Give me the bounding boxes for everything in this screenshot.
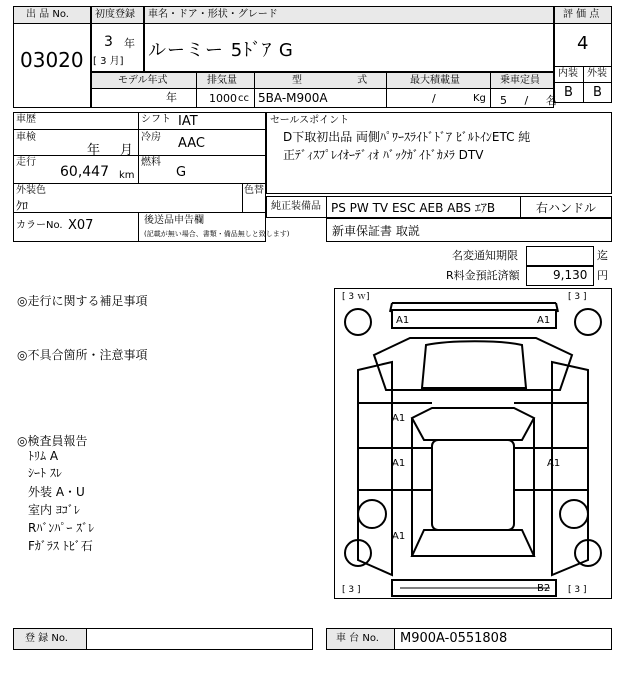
type-label: 型 式 [292, 75, 394, 86]
type-code: 5BA-M900A [258, 91, 328, 105]
name-change-label: 名変通知期限 [452, 249, 518, 262]
name-change-unit: 迄 [597, 249, 608, 262]
sales-label: セールスポイント [270, 115, 350, 126]
damage-mark: A1 [392, 531, 406, 542]
capacity-value: 5 / 名 [500, 94, 557, 107]
chassis-label: 車 台 No. [336, 633, 379, 644]
driving-notes-label: ◎走行に関する補足事項 [17, 294, 148, 308]
capacity-label: 乗車定員 [500, 75, 540, 86]
year-unit: 年 [124, 37, 135, 50]
fuel-value: G [176, 165, 187, 180]
interior-grade: B [564, 85, 573, 100]
score-label: 評 価 点 [563, 9, 600, 20]
first-reg-label: 初度登録 [95, 9, 135, 20]
shift-value: IAT [178, 114, 198, 129]
ac-label: 冷房 [141, 132, 161, 143]
sales-line-2: 正ﾃﾞｨｽﾌﾟﾚｲｵｰﾃﾞｨｵ ﾊﾞｯｸｶﾞｲﾄﾞｶﾒﾗ DTV [283, 148, 484, 162]
inspector-item: Fｶﾞﾗｽ ﾄﾋﾞ石 [28, 539, 93, 553]
post-label: 後送品申告欄 [144, 215, 204, 226]
fuel-label: 燃料 [141, 157, 161, 168]
exterior-label: 外装 [587, 68, 607, 79]
equipment-label: 純正装備品 [271, 201, 321, 212]
inspector-item: ｼｰﾄ ｽﾚ [28, 466, 62, 480]
history-label: 車歴 [16, 114, 36, 125]
warranty-value: 新車保証書 取説 [332, 224, 420, 238]
displacement-label: 排気量 [207, 75, 237, 86]
steering-value: 右ハンドル [536, 201, 597, 215]
ac-value: AAC [178, 136, 205, 151]
max-load-unit: Kg [473, 93, 486, 104]
inspector-item: ﾄﾘﾑ A [28, 449, 59, 463]
color-change-label: 色替 [244, 185, 264, 196]
ext-color-label: 外装色 [16, 185, 46, 196]
sales-line-1: D下取初出品 両側ﾊﾟﾜｰｽﾗｲﾄﾞﾄﾞｱ ﾋﾞﾙﾄｲﾝETC 純 [283, 130, 531, 144]
damage-mark: B2 [537, 583, 551, 594]
lot-number: 03020 [20, 48, 84, 72]
damage-diagram [334, 288, 612, 599]
mileage-unit: km [119, 170, 135, 181]
car-name: ルーミー 5ﾄﾞｱ G [148, 40, 294, 61]
inspector-label: ◎検査員報告 [17, 434, 88, 448]
score-value: 4 [577, 33, 589, 54]
color-no-value: X07 [68, 218, 94, 233]
chassis-value: M900A-0551808 [400, 631, 508, 646]
color-no-label: カラーNo. [16, 220, 63, 231]
interior-label: 内装 [558, 68, 578, 79]
damage-mark: A1 [392, 458, 406, 469]
first-reg-year: 3 [104, 34, 113, 50]
name-label: 車名・ドア・形状・グレード [148, 9, 278, 20]
inspection-label: 車検 [16, 132, 36, 143]
recycle-value: 9,130 [553, 268, 588, 282]
inspection-year: 年 [87, 143, 101, 158]
displacement-unit: cc [238, 93, 249, 104]
damage-mark: A1 [392, 413, 406, 424]
damage-mark: A1 [396, 315, 410, 326]
exterior-grade: B [593, 85, 602, 100]
max-load-separator: / [432, 92, 436, 105]
equipment-value: PS PW TV ESC AEB ABS ｴｱB [331, 201, 496, 215]
max-load-label: 最大積載量 [410, 75, 460, 86]
corner-br: [ 3 ] [568, 585, 587, 595]
lot-label: 出 品 No. [26, 9, 69, 20]
model-year-label: モデル年式 [118, 75, 168, 86]
corner-tl: [ 3 ｗ] [342, 292, 370, 302]
corner-tr: [ 3 ] [568, 292, 587, 302]
inspection-month: 月 [120, 143, 134, 158]
reg-no-label: 登 録 No. [25, 633, 68, 644]
displacement-value: 1000 [209, 92, 237, 105]
post-note: (記載が無い場合、書類・備品無しと致します) [144, 230, 290, 238]
damage-mark: A1 [547, 458, 561, 469]
shift-label: シフト [141, 114, 171, 125]
mileage-value: 60,447 [60, 164, 109, 180]
recycle-label: R料金預託済額 [446, 269, 520, 282]
defects-label: ◎不具合箇所・注意事項 [17, 348, 148, 362]
inspector-item: 外装 A・U [28, 485, 85, 499]
inspector-item: Rﾊﾞﾝﾊﾟｰ ｽﾞﾚ [28, 521, 95, 535]
inspector-item: 室内 ﾖｺﾞﾚ [28, 503, 80, 517]
model-year-unit: 年 [166, 91, 177, 104]
damage-mark: A1 [537, 315, 551, 326]
mileage-label: 走行 [16, 157, 36, 168]
ext-color-value: ｸﾛ [16, 199, 29, 213]
first-reg-month: [ 3 月] [93, 56, 124, 67]
name-change-box [526, 246, 594, 266]
corner-bl: [ 3 ] [342, 585, 361, 595]
recycle-unit: 円 [597, 269, 608, 282]
